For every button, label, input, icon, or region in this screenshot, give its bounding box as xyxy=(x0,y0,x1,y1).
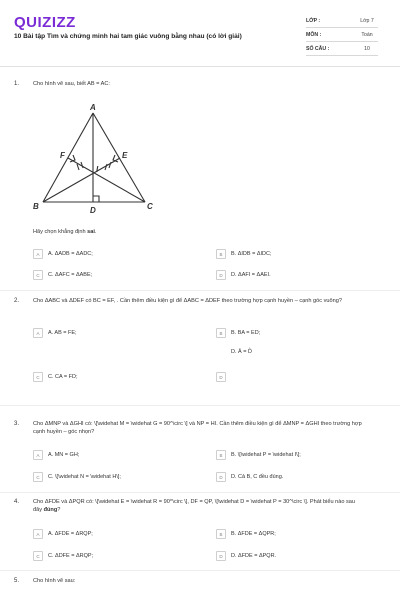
question-text-main: Cho ΔFDE và ΔPQR có: \[\widehat E = \widehat R = 90^\circ \], DF = QP, \[\widehat D = \widehat P = 30^\circ \]. Phát biểu nào sau đây xyxy=(33,499,356,513)
label-b: B xyxy=(33,202,39,211)
question-number: 3. xyxy=(14,421,20,427)
question-text: Cho ΔABC và ΔDEF có BC = EF, . Cần thêm điều kiện gì để ΔABC = ΔDEF theo trường hợp cạnh huyền – cạnh góc vuông? xyxy=(33,298,342,304)
answer-option[interactable] xyxy=(216,551,276,561)
question-text xyxy=(33,498,363,514)
option-text: B. BA = ED; xyxy=(231,330,261,336)
meta-label: LỚP : xyxy=(306,17,321,24)
answer-option[interactable] xyxy=(216,328,260,338)
side-ab xyxy=(43,113,93,202)
option-text: C. ΔAFC = ΔABE; xyxy=(48,272,93,278)
header-divider xyxy=(0,66,400,67)
answer-option[interactable] xyxy=(33,270,92,280)
document-title: 10 Bài tập Tìm và chứng minh hai tam giác vuông bằng nhau (có lời giải) xyxy=(14,33,242,40)
question-number: 1. xyxy=(14,81,20,87)
answer-option[interactable] xyxy=(33,450,79,460)
label-i: I xyxy=(96,165,99,174)
answer-option[interactable] xyxy=(33,529,93,539)
option-text: C. CA = FD; xyxy=(48,374,78,380)
quizizz-logo: QUIZIZZ xyxy=(14,14,76,31)
answer-option[interactable] xyxy=(216,270,271,280)
question-text-end: ? xyxy=(57,507,61,513)
question-text: Cho hình vẽ sau, biết AB = AC: xyxy=(33,81,110,87)
option-text: C. \[\widehat N = \widehat H\]; xyxy=(48,474,121,480)
option-box[interactable]: A xyxy=(33,529,43,539)
option-box[interactable]: C xyxy=(33,551,43,561)
answer-option[interactable] xyxy=(216,249,272,259)
side-ac xyxy=(93,113,145,202)
meta-label: SỐ CÂU : xyxy=(306,45,330,52)
meta-table xyxy=(306,14,378,56)
question-number: 2. xyxy=(14,298,20,304)
meta-value: Lớp 7 xyxy=(360,17,374,24)
option-box[interactable]: B xyxy=(216,328,226,338)
option-box[interactable]: B xyxy=(216,529,226,539)
answer-option[interactable] xyxy=(216,472,283,482)
answer-option[interactable] xyxy=(33,372,78,382)
option-text: A. MN = GH; xyxy=(48,452,80,458)
answer-option[interactable] xyxy=(216,372,231,382)
prompt-emphasis: sai xyxy=(87,229,95,235)
question-number: 4. xyxy=(14,499,20,505)
question-prompt xyxy=(33,229,96,235)
triangle-figure xyxy=(30,100,160,218)
option-box[interactable]: C xyxy=(33,372,43,382)
option-box[interactable]: D xyxy=(216,551,226,561)
option-text: D. ΔAFI = ΔAEI. xyxy=(231,272,271,278)
question-text: Cho hình vẽ sau: xyxy=(33,578,76,584)
option-box[interactable]: B xyxy=(216,450,226,460)
option-box[interactable]: D xyxy=(216,472,226,482)
answer-option[interactable] xyxy=(33,551,93,561)
option-text: D. Â = D̂ xyxy=(231,349,252,355)
meta-label: MÔN : xyxy=(306,31,322,38)
prompt-text: Hãy chọn khẳng định xyxy=(33,229,86,235)
meta-value: Toán xyxy=(361,31,373,38)
option-box[interactable]: A xyxy=(33,328,43,338)
prompt-end: . xyxy=(94,229,97,235)
option-text: A. ΔADB = ΔADC; xyxy=(48,251,93,257)
answer-option[interactable] xyxy=(216,450,301,460)
question-divider xyxy=(0,405,400,406)
option-text: D. Cả B, C đều đúng. xyxy=(231,474,284,480)
option-box[interactable]: C xyxy=(33,270,43,280)
answer-option[interactable] xyxy=(33,249,93,259)
label-e: E xyxy=(122,151,128,160)
option-text: A. ΔFDE = ΔRQP; xyxy=(48,531,93,537)
question-text-emphasis: đúng xyxy=(43,507,58,513)
option-box[interactable]: D xyxy=(216,270,226,280)
option-box[interactable]: A xyxy=(33,450,43,460)
meta-row-class xyxy=(306,14,378,28)
option-box[interactable]: C xyxy=(33,472,43,482)
option-text: C. ΔDFE = ΔRQP; xyxy=(48,553,94,559)
right-angle-d xyxy=(93,196,99,202)
answer-option[interactable] xyxy=(216,529,276,539)
option-text: A. AB = FE; xyxy=(48,330,77,336)
question-text: Cho ΔMNP và ΔGHI có: \[\widehat M = \widehat G = 90^\circ \] và NP = HI. Cần thêm điều kiện gì để ΔMNP = ΔGHI theo trường hợp cạnh huyền – góc nhọn? xyxy=(33,421,362,435)
meta-value: 10 xyxy=(364,45,370,52)
meta-row-subject xyxy=(306,28,378,42)
option-text: B. ΔFDE = ΔQPR; xyxy=(231,531,276,537)
option-box[interactable]: A xyxy=(33,249,43,259)
option-box[interactable]: D xyxy=(216,372,226,382)
option-box[interactable]: B xyxy=(216,249,226,259)
tick-mark xyxy=(77,164,79,170)
label-a: A xyxy=(90,103,96,112)
option-text: D. ΔFDE = ΔPQR. xyxy=(231,553,277,559)
option-text: B. ΔIDB = ΔIDC; xyxy=(231,251,272,257)
option-extra-text xyxy=(231,349,252,355)
question-divider xyxy=(0,492,400,493)
label-d: D xyxy=(90,206,96,215)
answer-option[interactable] xyxy=(33,472,121,482)
question-divider xyxy=(0,570,400,571)
tick-mark xyxy=(109,162,111,168)
question-number: 5. xyxy=(14,578,20,584)
question-divider xyxy=(0,290,400,291)
label-c: C xyxy=(147,202,153,211)
answer-option[interactable] xyxy=(33,328,77,338)
meta-row-count xyxy=(306,42,378,56)
label-f: F xyxy=(60,151,65,160)
option-text: B. \[\widehat P = \widehat I\]; xyxy=(231,452,301,458)
